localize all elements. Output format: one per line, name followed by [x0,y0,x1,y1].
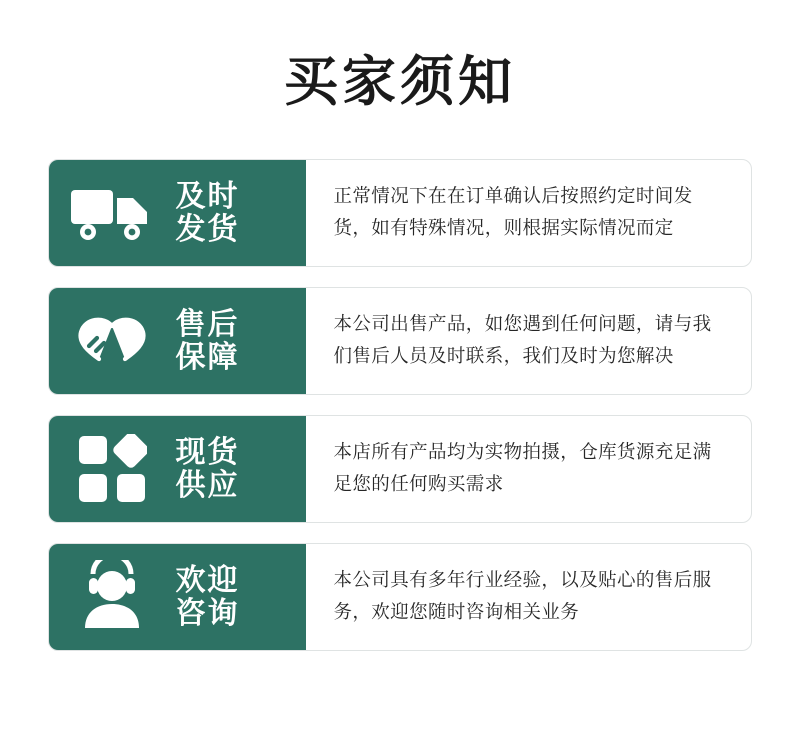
page-title: 买家须知 [284,50,516,113]
badge-label [176,308,240,375]
item-description [306,160,752,266]
badge-stock [48,415,306,523]
headset-support-icon [48,560,176,634]
handshake-icon [48,312,176,370]
badge-consult [48,543,306,651]
badge-label [176,180,240,247]
list-item [48,159,752,267]
item-description-text: 本店所有产品均为实物拍摄，仓库货源充足满足您的任何购买需求 [333,442,712,496]
badge-label-line1: 售后 [175,306,240,342]
blocks-icon [48,434,176,504]
item-description-text: 本公司具有多年行业经验，以及贴心的售后服务，欢迎您随时咨询相关业务 [333,570,712,624]
item-description [306,416,752,522]
badge-label-line2: 咨询 [175,596,240,632]
list-item [48,415,752,523]
badge-label-line1: 欢迎 [175,562,240,598]
badge-label-line2: 发货 [175,212,240,248]
badge-label-line2: 保障 [175,340,240,376]
item-description-text: 本公司出售产品，如您遇到任何问题，请与我们售后人员及时联系，我们及时为您解决 [333,314,712,368]
item-description-text: 正常情况下在在订单确认后按照约定时间发货，如有特殊情况，则根据实际情况而定 [333,186,693,240]
badge-label [176,436,240,503]
badge-label-line1: 现货 [175,434,240,470]
truck-icon [48,184,176,242]
badge-label-line2: 供应 [175,468,240,504]
notice-list [0,159,800,651]
badge-shipping [48,159,306,267]
list-item [48,543,752,651]
badge-aftersales [48,287,306,395]
item-description [306,288,752,394]
item-description [306,544,752,650]
list-item [48,287,752,395]
badge-label [176,564,240,631]
badge-label-line1: 及时 [175,178,240,214]
